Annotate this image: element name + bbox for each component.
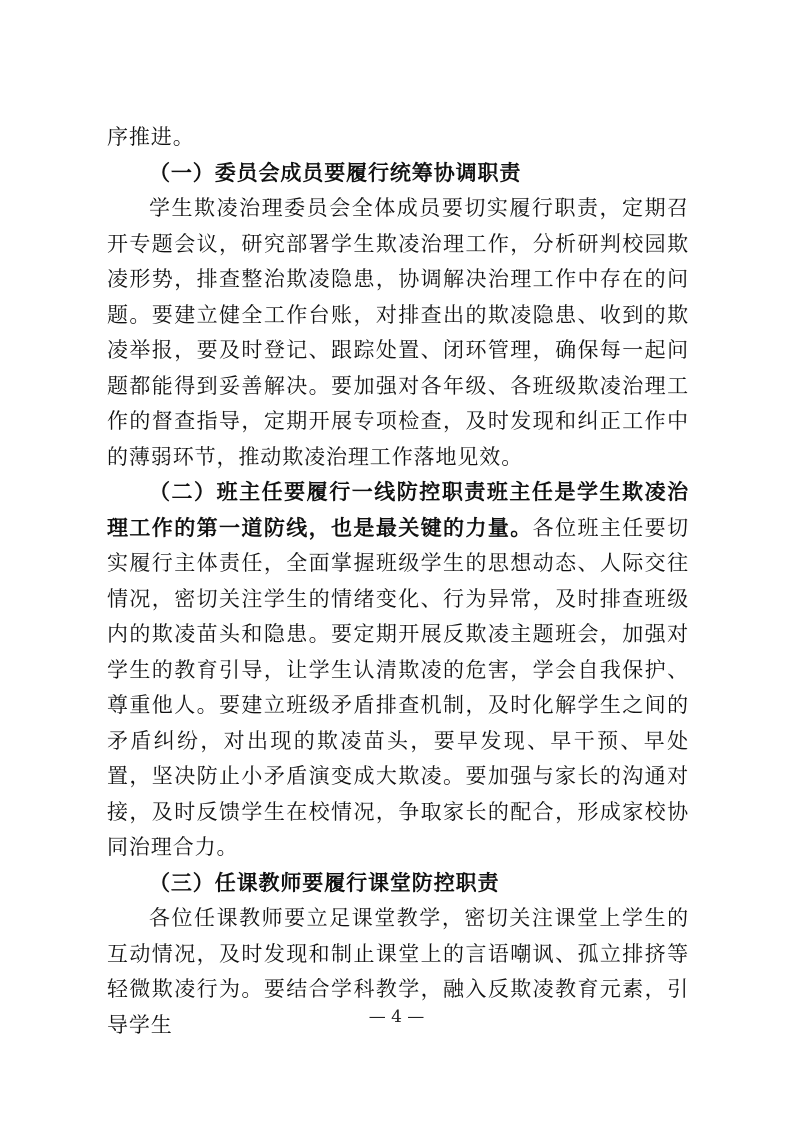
continued-paragraph: 序推进。 [107,125,195,149]
section-heading-2: （二）班主任要履行一线防控职责班主任是学生欺凌治理工作的第一道防线，也是最关键的力量。 [107,480,689,540]
paragraph-2 [107,475,689,866]
section-heading-1: （一）委员会成员要履行统筹协调职责 [149,160,522,185]
paragraph-1: 学生欺凌治理委员会全体成员要切实履行职责，定期召开专题会议，研究部署学生欺凌治理工作，分析研判校园欺凌形势，排查整治欺凌隐患，协调解决治理工作中存在的问题。要建立健全工作台账，对排查出的欺凌隐患、收到的欺凌举报，要及时登记、跟踪处置、闭环管理，确保每一起问题都能得到妥善解决。要加强对各年级、各班级欺凌治理工作的督查指导，定期开展专项检查，及时发现和纠正工作中的薄弱环节，推动欺凌治理工作落地见效。 [107,196,689,469]
paragraph-3: 各位任课教师要立足课堂教学，密切关注课堂上学生的互动情况，及时发现和制止课堂上的言语嘲讽、孤立排挤等轻微欺凌行为。要结合学科教学，融入反欺凌教育元素，引导学生 [107,906,689,1037]
section-heading-3: （三）任课教师要履行课堂防控职责 [149,870,500,895]
document-body [107,120,689,1043]
page-number: — 4 — [368,1007,425,1027]
paragraph-2-body: 各位班主任要切实履行主体责任，全面掌握班级学生的思想动态、人际交往情况，密切关注学生的情绪变化、行为异常，及时排查班级内的欺凌苗头和隐患。要定期开展反欺凌主题班会，加强对学生的教育引导，让学生认清欺凌的危害，学会自我保护、尊重他人。要建立班级矛盾排查机制，及时化解学生之间的矛盾纠纷，对出现的欺凌苗头，要早发现、早干预、早处置，坚决防止小矛盾演变成大欺凌。要加强与家长的沟通对接，及时反馈学生在校情况，争取家长的配合，形成家校协同治理合力。 [107,515,689,859]
